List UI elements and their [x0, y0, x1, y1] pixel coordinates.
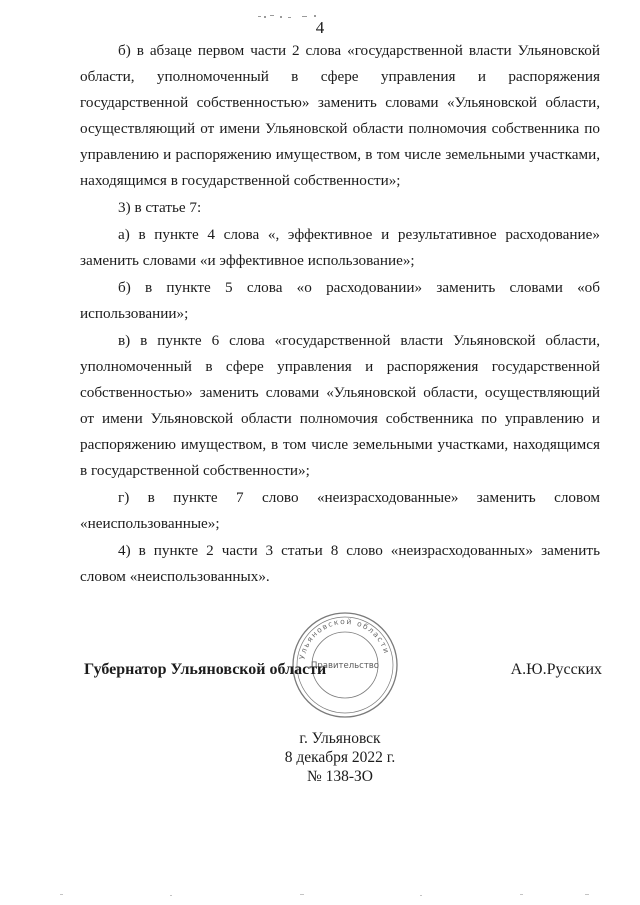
paragraph: б) в абзаце первом части 2 слова «государственной власти Ульяновской области, уполномоченный в сфере управления и распоряжения государственной собственностью» заменить словами «Ульяновской области, осуществляющий от имени Ульяновской области полномочия собственника по управлению и распоряжению имуществом, в том числе земельными участками, находящимся в государственной собственности»;	[80, 42, 600, 189]
paragraph: в) в пункте 6 слова «государственной власти Ульяновской области, уполномоченный в сфере управления и распоряжения государственной собственностью» заменить словами «Ульяновской области, осуществляющий от имени Ульяновской области полномочия собственника по управлению и распоряжению имуществом, в том числе земельными участками, находящимся в государственной собственности»;	[80, 332, 600, 479]
date: 8 декабря 2022 г.	[284, 749, 396, 766]
scan-artifact	[258, 14, 338, 20]
scan-artifact	[0, 893, 640, 897]
place-date-block	[220, 729, 460, 786]
document-body	[80, 38, 600, 590]
paragraph: 4) в пункте 2 части 3 статьи 8 слово «неизрасходованных» заменить словом «неиспользованных».	[80, 542, 600, 585]
svg-text:Ульяновской области	[297, 617, 391, 660]
paragraph: б) в пункте 5 слова «о расходовании» заменить словами «об использовании»;	[80, 279, 600, 322]
seal-ring-text: Ульяновской области	[297, 616, 392, 661]
paragraph: а) в пункте 4 слова «, эффективное и результативное расходование» заменить словами «и эффективное использование»;	[80, 226, 600, 269]
place: г. Ульяновск	[299, 730, 381, 747]
signatory-title: Губернатор Ульяновской области	[84, 661, 327, 678]
paragraph: 3) в статье 7:	[118, 199, 202, 216]
paragraph: г) в пункте 7 слово «неизрасходованные» заменить словом «неиспользованные»;	[80, 489, 600, 532]
law-number: № 138-ЗО	[306, 768, 374, 785]
page-number: 4	[315, 18, 325, 37]
seal-center-text: Правительство	[311, 661, 379, 671]
signatory-name: А.Ю.Русских	[510, 661, 602, 678]
